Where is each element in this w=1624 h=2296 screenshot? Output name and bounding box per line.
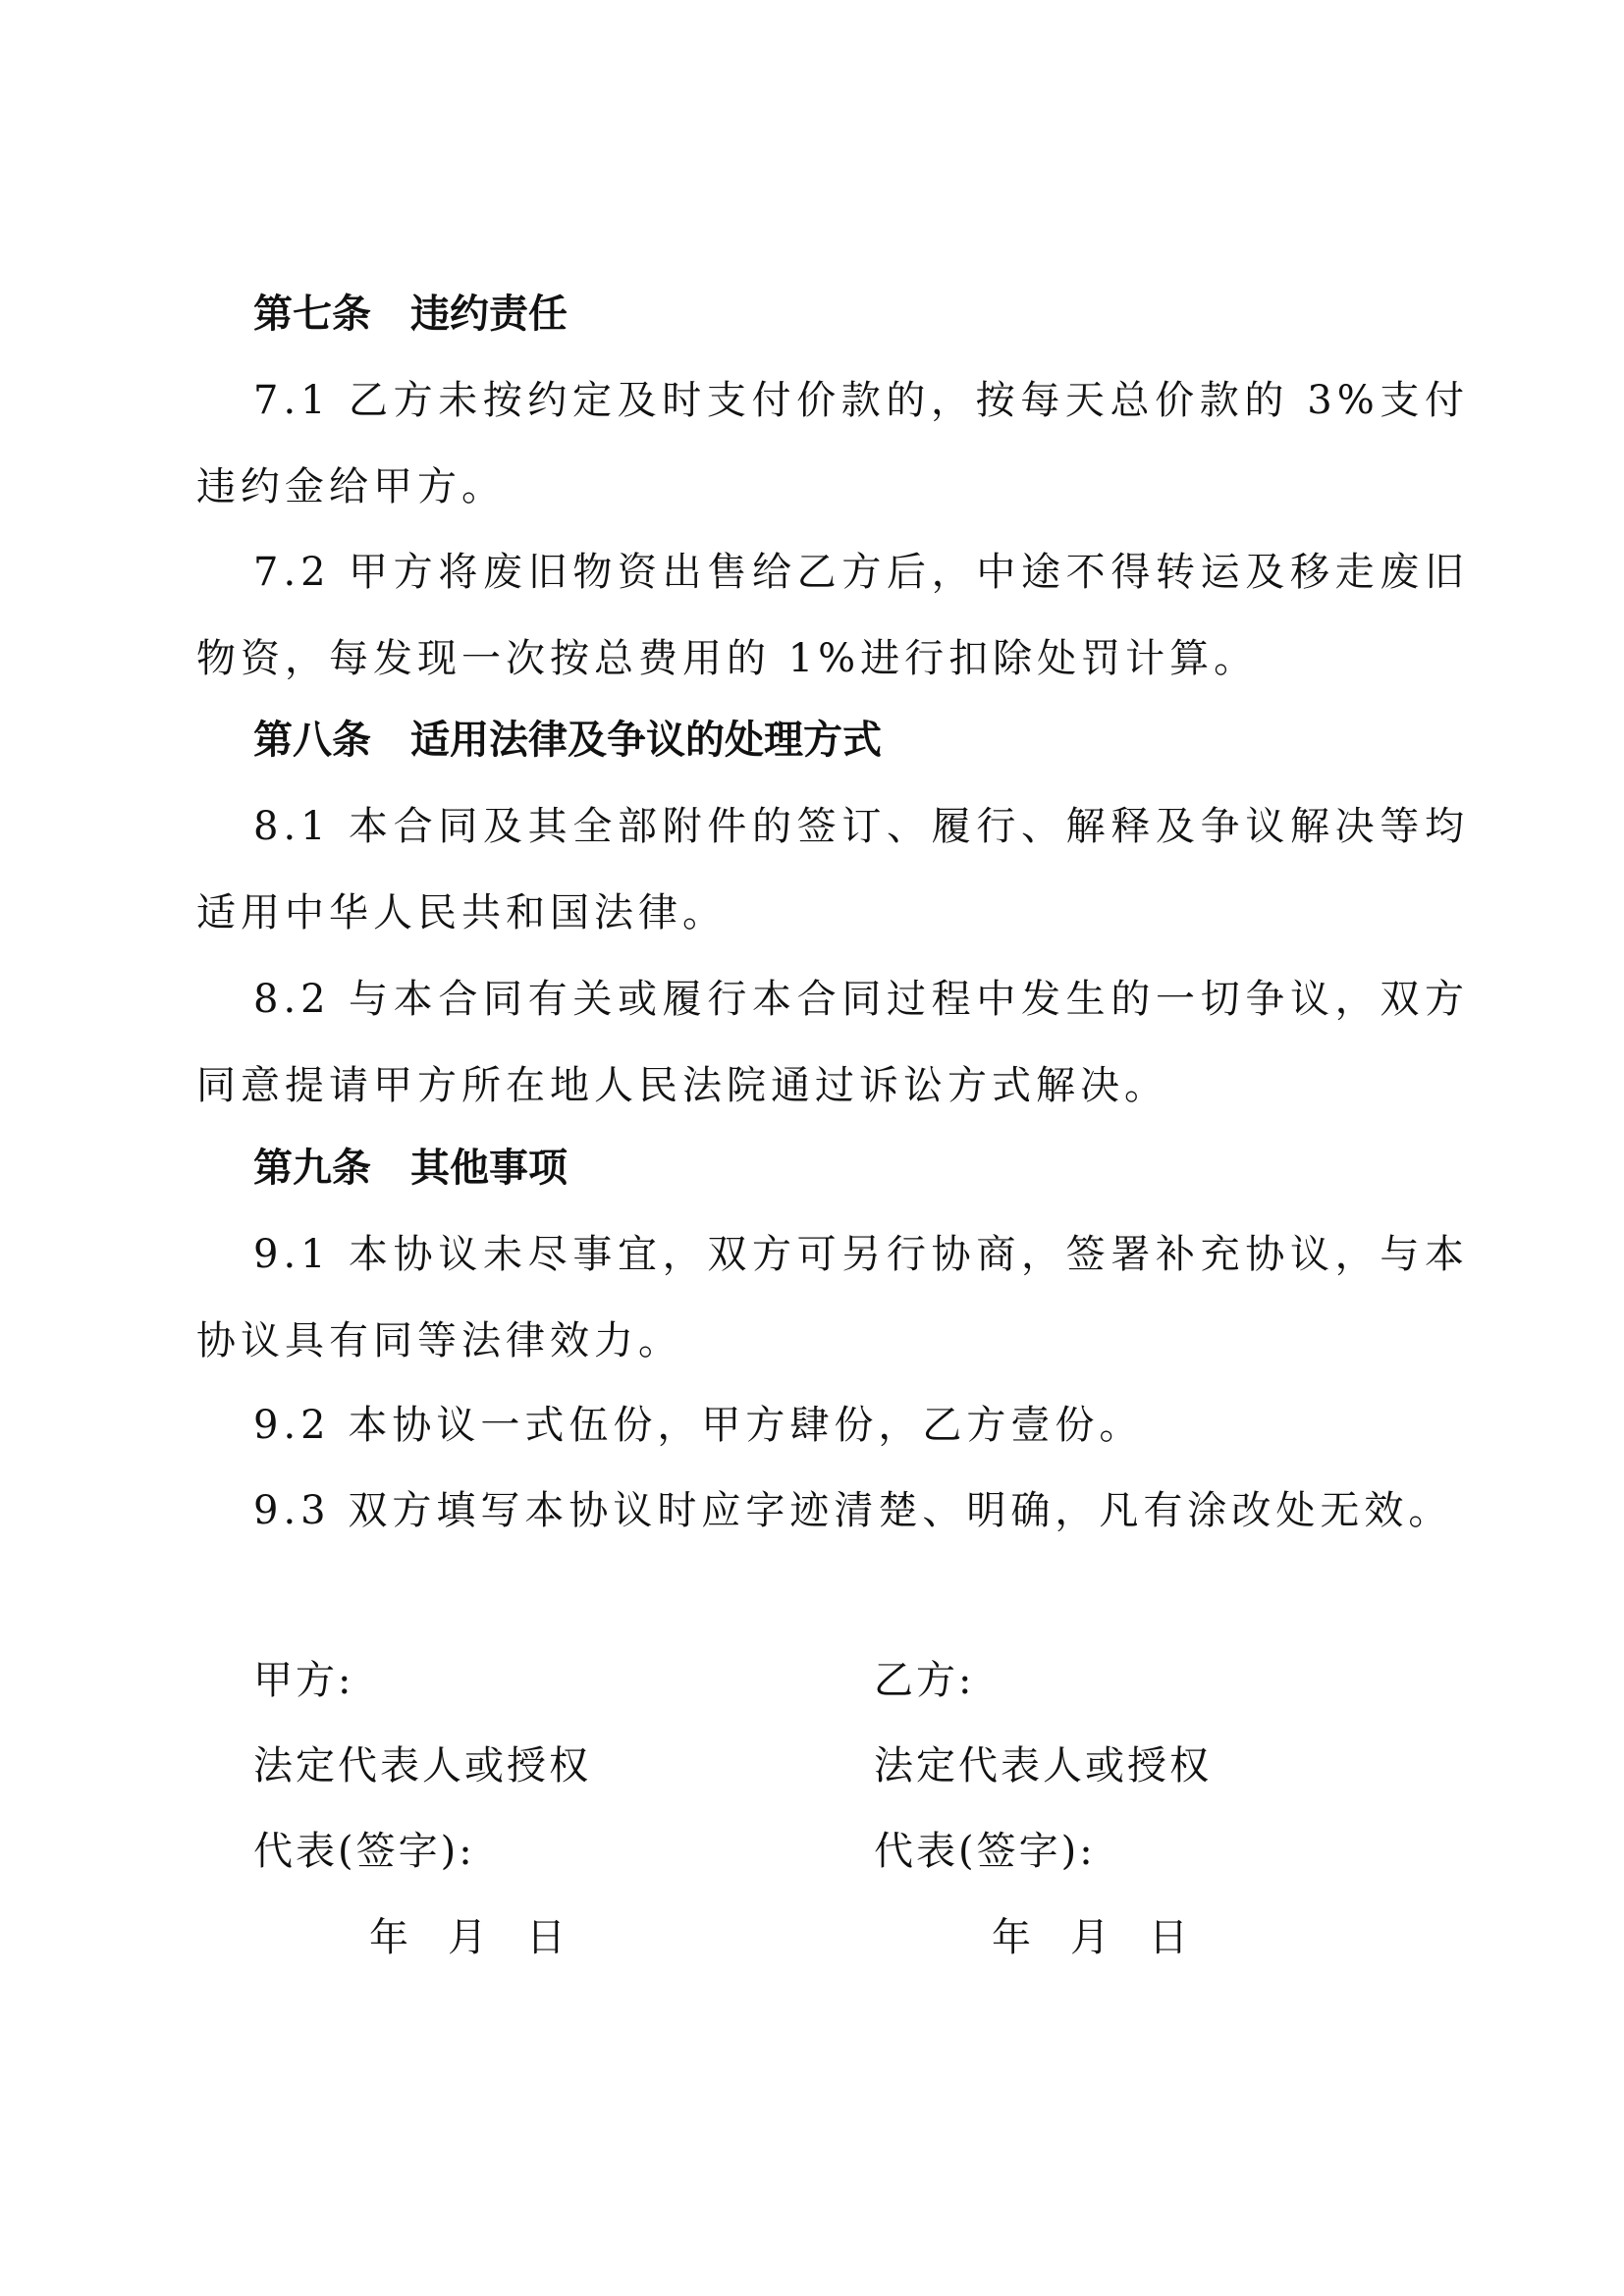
party-b-date: 年 月 日 (992, 1915, 1188, 1960)
party-a-rep-line2: 代表(签字): (253, 1829, 475, 1874)
party-a-rep-line1: 法定代表人或授权 (253, 1743, 591, 1789)
clause-7-1: 7.1 乙方未按约定及时支付价款的，按每天总价款的 3%支付违约金给甲方。 (196, 378, 1469, 509)
clause-7-2: 7.2 甲方将废旧物资出售给乙方后，中途不得转运及移走废旧物资，每发现一次按总费用的 1%进行扣除处罚计算。 (196, 550, 1469, 681)
party-b-rep-line1: 法定代表人或授权 (874, 1743, 1212, 1789)
clause-8-1: 8.1 本合同及其全部附件的签订、履行、解释及争议解决等均适用中华人民共和国法律。 (196, 804, 1469, 935)
clause-9-3: 9.3 双方填写本协议时应字迹清楚、明确，凡有涂改处无效。 (253, 1488, 1453, 1533)
article-7-heading: 第七条 违约责任 (253, 292, 568, 337)
article-9-heading: 第九条 其他事项 (253, 1146, 568, 1191)
party-a-date: 年 月 日 (369, 1915, 566, 1960)
clause-9-2: 9.2 本协议一式伍份，甲方肆份，乙方壹份。 (253, 1403, 1144, 1448)
party-b-label: 乙方: (874, 1658, 975, 1703)
clause-8-2: 8.2 与本合同有关或履行本合同过程中发生的一切争议，双方同意提请甲方所在地人民法院通过诉讼方式解决。 (196, 977, 1469, 1108)
party-a-label: 甲方: (253, 1658, 354, 1703)
article-8-heading: 第八条 适用法律及争议的处理方式 (253, 718, 882, 763)
party-b-rep-line2: 代表(签字): (874, 1829, 1096, 1874)
clause-9-1: 9.1 本协议未尽事宜，双方可另行协商，签署补充协议，与本协议具有同等法律效力。 (196, 1232, 1469, 1363)
